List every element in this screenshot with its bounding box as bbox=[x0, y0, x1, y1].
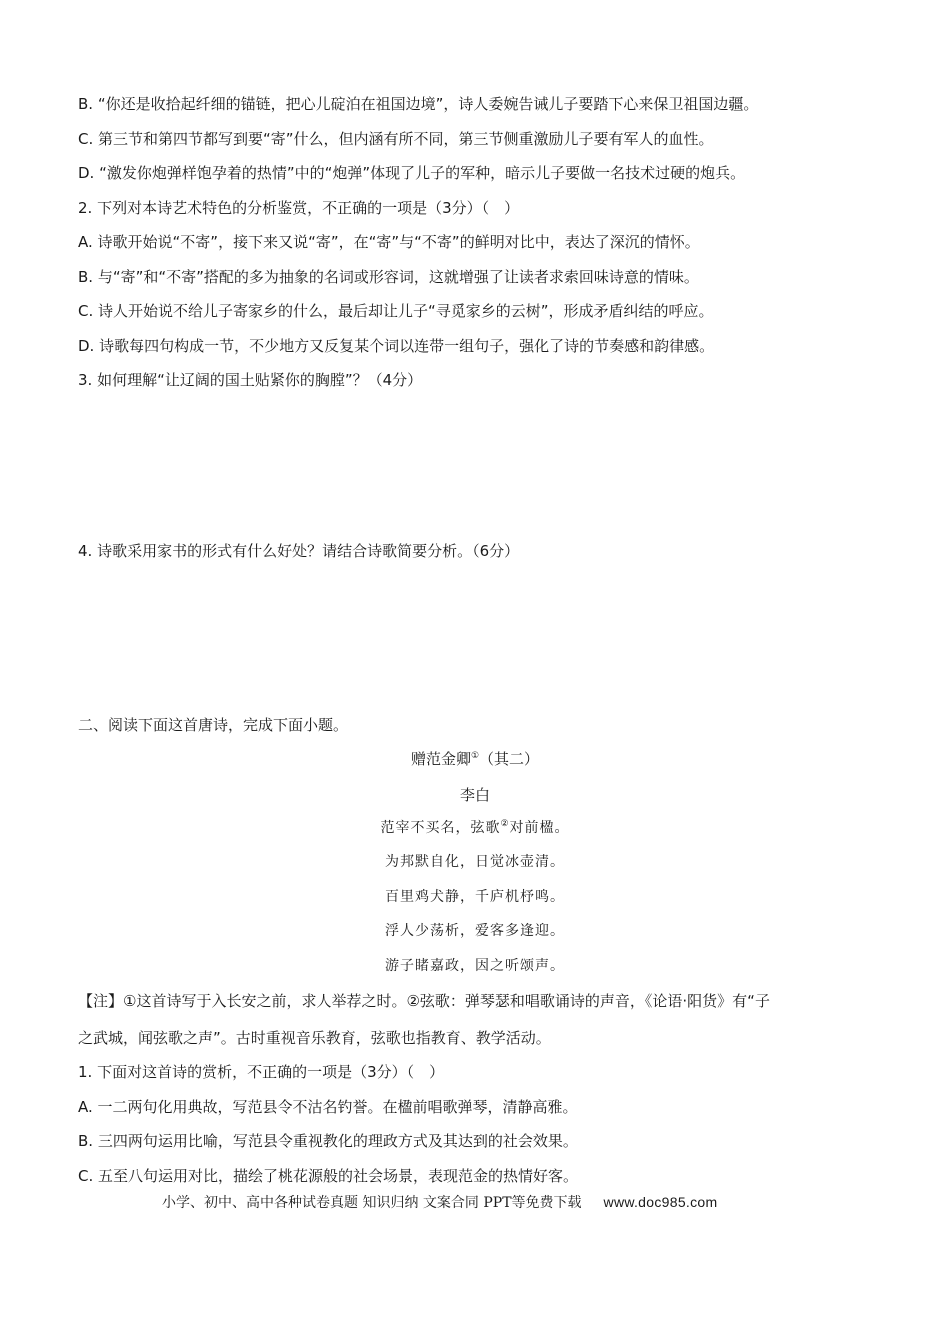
part2-q1-option-c: C. 五至八句运用对比，描绘了桃花源般的社会场景，表现范金的热情好客。 bbox=[78, 1167, 579, 1185]
poem-line-1 bbox=[0, 818, 950, 838]
poem-line-4: 浮人少荡析，爱客多逢迎。 bbox=[385, 923, 565, 939]
page-footer bbox=[162, 1192, 717, 1212]
q2-option-b: B. 与“寄”和“不寄”搭配的多为抽象的名词或形容词，这就增强了让读者求索回味诗意的情味。 bbox=[78, 268, 699, 286]
part2-q1-option-b: B. 三四两句运用比喻，写范县令重视教化的理政方式及其达到的社会效果。 bbox=[78, 1132, 578, 1150]
section-2-heading: 二、阅读下面这首唐诗，完成下面小题。 bbox=[78, 716, 349, 734]
poem-line-3: 百里鸡犬静，千庐机杼鸣。 bbox=[385, 889, 565, 905]
poem-title bbox=[0, 749, 950, 769]
q2-option-d: D. 诗歌每四句构成一节，不少地方又反复某个词以连带一组句子，强化了诗的节奏感和韵律感。 bbox=[78, 337, 715, 355]
poem-title-footnote-marker: ① bbox=[470, 751, 480, 761]
part2-q1-stem: 1. 下面对这首诗的赏析，不正确的一项是（3分）（ ） bbox=[78, 1063, 445, 1081]
poem-author: 李白 bbox=[459, 786, 490, 804]
poem-title-suffix: （其二） bbox=[479, 750, 540, 768]
poem-line-2: 为邦默自化，日觉冰壶清。 bbox=[385, 854, 565, 870]
poem-line-5: 游子睹嘉政，因之听颂声。 bbox=[385, 958, 565, 974]
q1-option-c: C. 第三节和第四节都写到要“寄”什么，但内涵有所不同，第三节侧重激励儿子要有军人的血性。 bbox=[78, 130, 714, 148]
q4-stem: 4. 诗歌采用家书的形式有什么好处？请结合诗歌简要分析。（6分） bbox=[78, 542, 520, 560]
q2-option-a: A. 诗歌开始说“不寄”，接下来又说“寄”，在“寄”与“不寄”的鲜明对比中，表达了深沉的情怀。 bbox=[78, 233, 700, 251]
poem-notes-line-2: 之武城，闻弦歌之声”。古时重视音乐教育，弦歌也指教育、教学活动。 bbox=[78, 1029, 551, 1047]
q1-option-b: B. “你还是收拾起纤细的锚链，把心儿碇泊在祖国边境”，诗人委婉告诫儿子要踏下心来保卫祖国边疆。 bbox=[78, 95, 759, 113]
poem-notes-line-1: 【注】①这首诗写于入长安之前，求人举荐之时。②弦歌：弹琴瑟和唱歌诵诗的声音，《论语·阳货》有“子 bbox=[78, 992, 770, 1010]
footer-url[interactable]: www.doc985.com bbox=[603, 1194, 718, 1210]
poem-line-1-part-b: 对前楹。 bbox=[509, 820, 570, 836]
q1-option-d: D. “激发你炮弹样饱孕着的热情”中的“炮弹”体现了儿子的军种，暗示儿子要做一名技术过硬的炮兵。 bbox=[78, 164, 746, 182]
footer-text: 小学、初中、高中各种试卷真题 知识归纳 文案合同 PPT等免费下载 bbox=[162, 1195, 582, 1211]
poem-line-1-footnote-marker: ② bbox=[500, 819, 510, 829]
poem-line-1-part-a: 范宰不买名，弦歌 bbox=[380, 820, 501, 836]
poem-title-text: 赠范金卿 bbox=[410, 750, 471, 768]
part2-q1-option-a: A. 一二两句化用典故，写范县令不沽名钓誉。在楹前唱歌弹琴，清静高雅。 bbox=[78, 1098, 578, 1116]
q2-option-c: C. 诗人开始说不给儿子寄家乡的什么，最后却让儿子“寻觅家乡的云树”，形成矛盾纠结的呼应。 bbox=[78, 302, 714, 320]
q3-stem: 3. 如何理解“让辽阔的国土贴紧你的胸膛”？（4分） bbox=[78, 371, 423, 389]
q2-stem: 2. 下列对本诗艺术特色的分析鉴赏，不正确的一项是（3分）（ ） bbox=[78, 199, 520, 217]
